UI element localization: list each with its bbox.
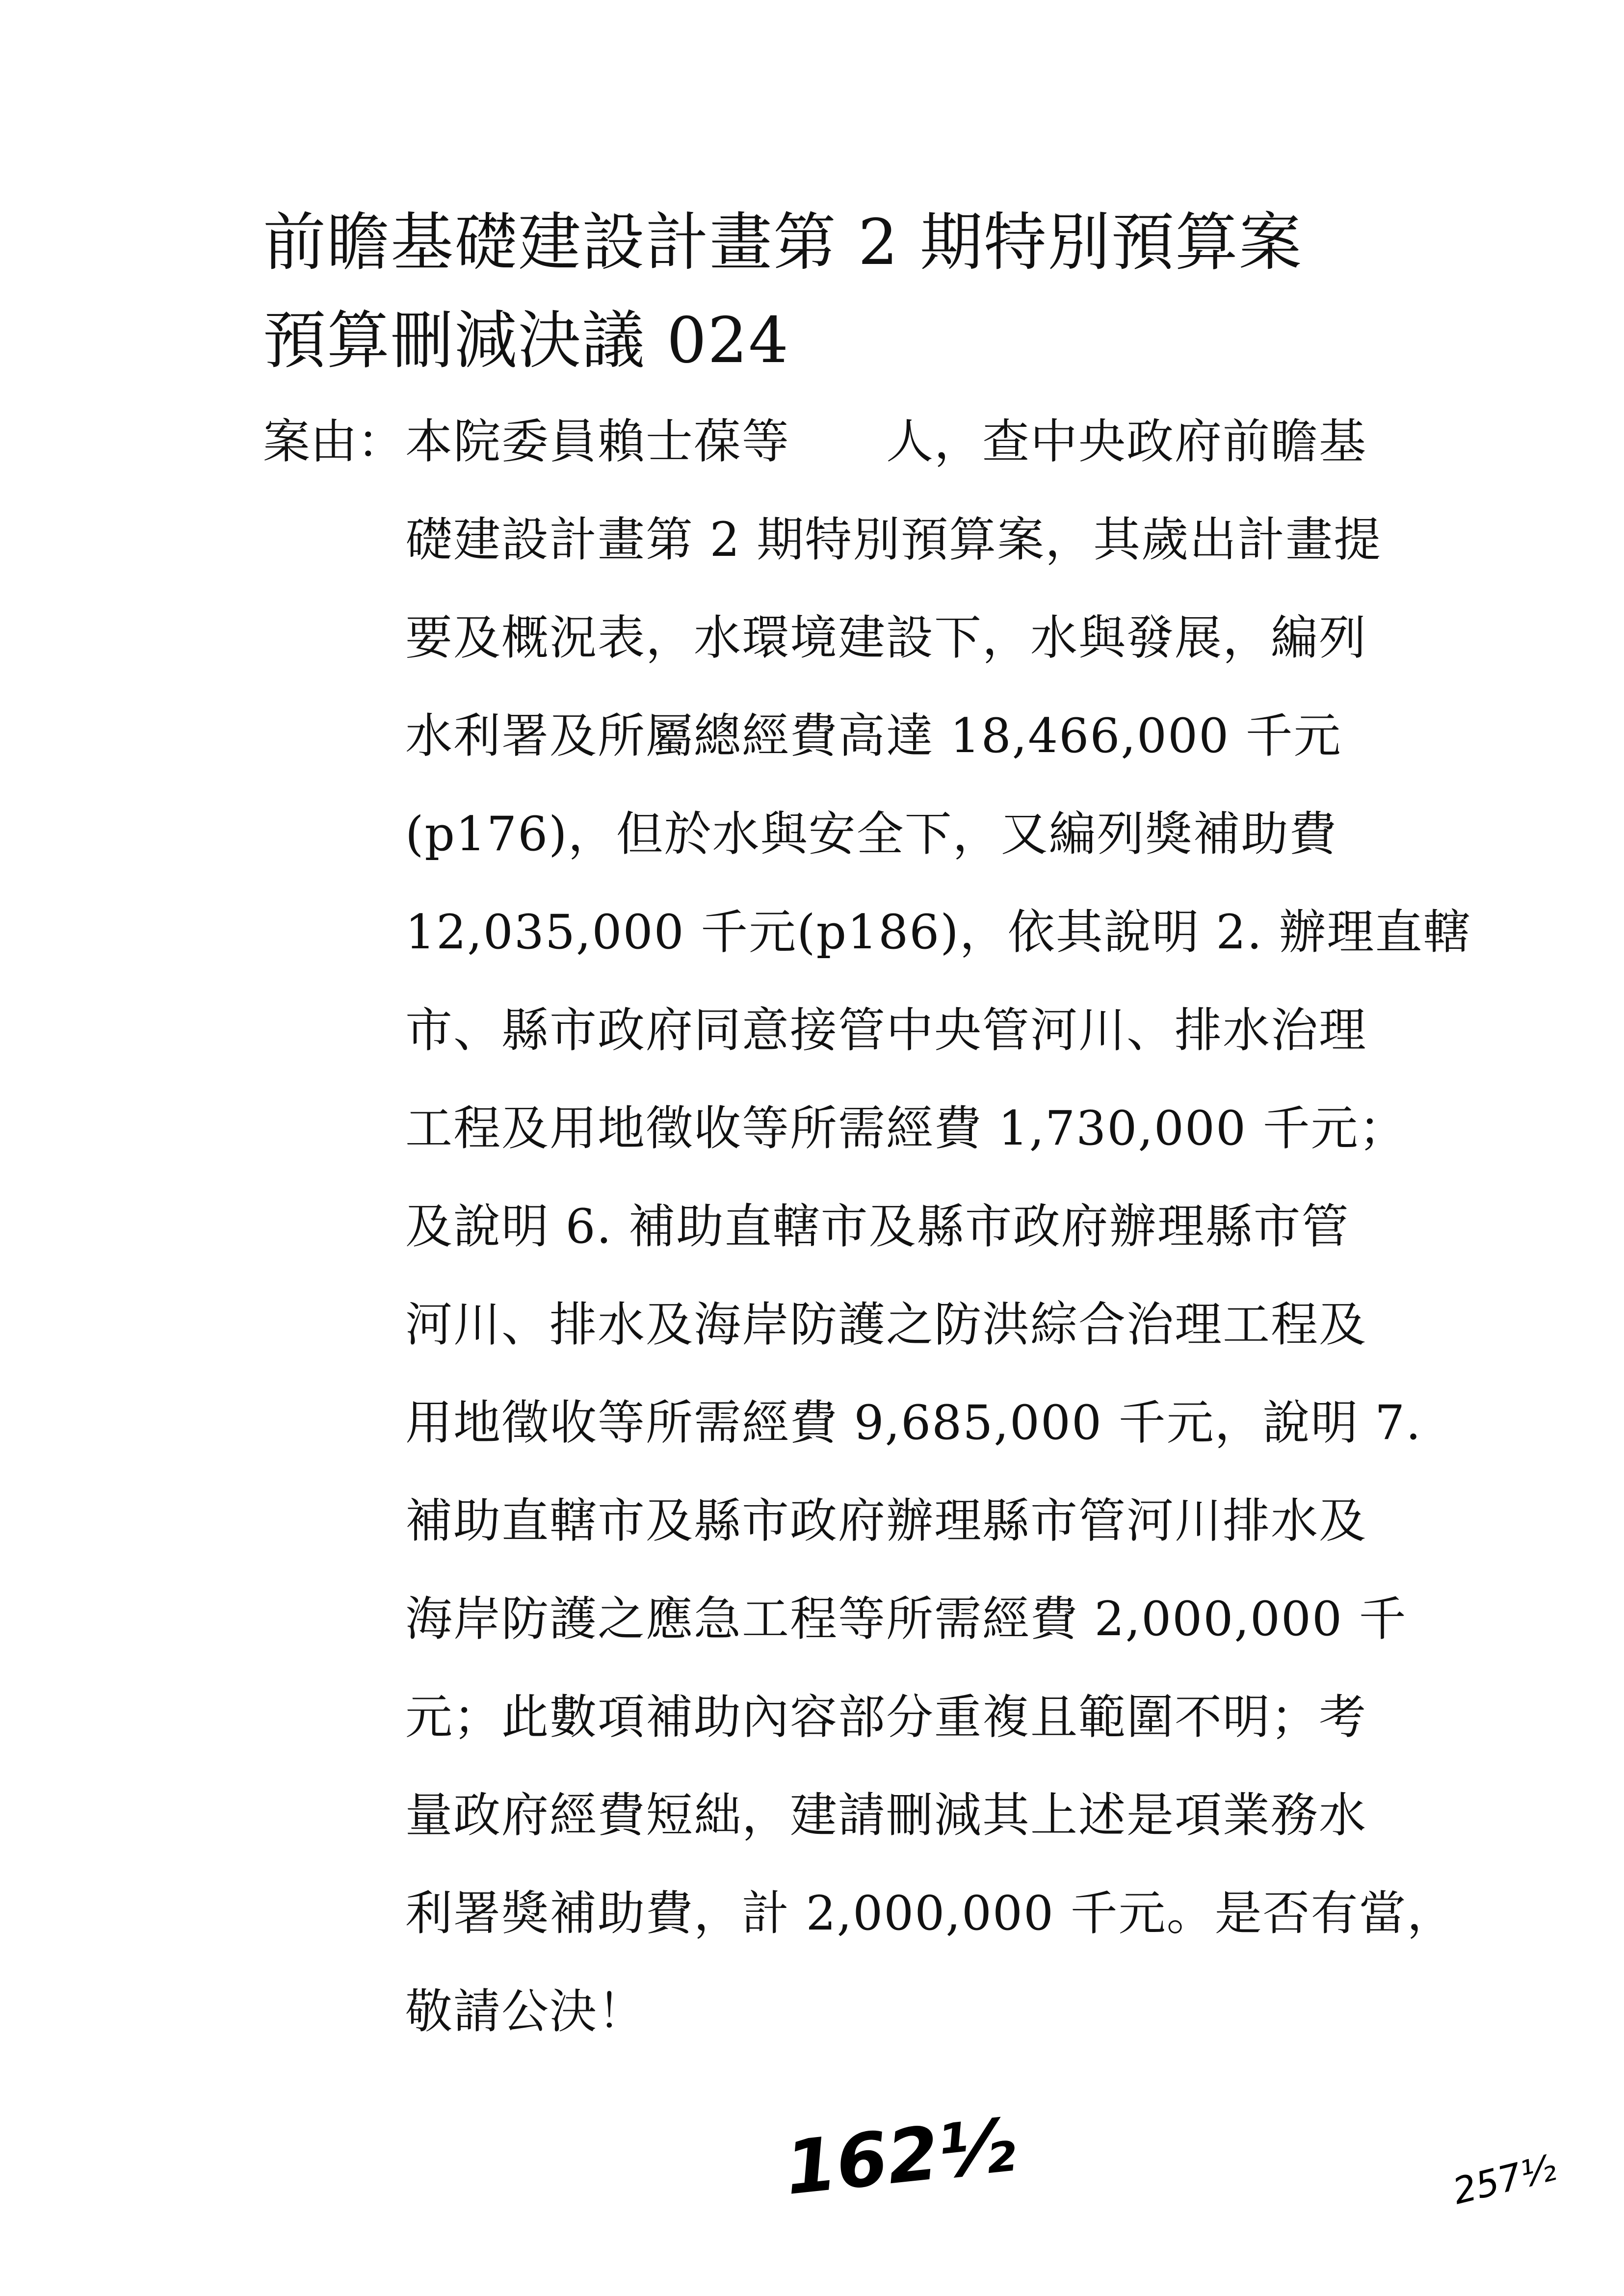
- document-title: [263, 194, 1441, 390]
- motion-line-12: 補助直轄市及縣市政府辦理縣市管河川排水及: [405, 1493, 1367, 1548]
- motion-line-13: 海岸防護之應急工程等所需經費 2,000,000 千: [405, 1592, 1407, 1646]
- title-line-1: 前瞻基礎建設計畫第 2 期特別預算案: [263, 206, 1303, 279]
- motion-line-8: 工程及用地徵收等所需經費 1,730,000 千元；: [405, 1101, 1407, 1156]
- motion-line-14: 元；此數項補助內容部分重複且範圍不明；考: [405, 1690, 1367, 1745]
- motion-label: 案由：: [263, 414, 404, 469]
- motion-line-4: 水利署及所屬總經費高達 18,466,000 千元: [405, 708, 1342, 763]
- handwritten-page-number: 162½: [781, 2102, 1019, 2212]
- motion-line-6: 12,035,000 千元(p186)，依其說明 2. 辦理直轄: [405, 905, 1471, 960]
- title-line-2: 預算刪減決議 024: [263, 304, 790, 377]
- motion-line-15: 量政府經費短絀，建請刪減其上述是項業務水: [405, 1788, 1367, 1843]
- motion-line-7: 市、縣市政府同意接管中央管河川、排水治理: [405, 1003, 1367, 1058]
- motion-line-16: 利署獎補助費，計 2,000,000 千元。是否有當，: [405, 1886, 1455, 1941]
- motion-line-1: 本院委員賴士葆等 人，查中央政府前瞻基: [405, 414, 1367, 469]
- motion-line-9: 及說明 6. 補助直轄市及縣市政府辦理縣市管: [405, 1199, 1350, 1254]
- motion-line-10: 河川、排水及海岸防護之防洪綜合治理工程及: [405, 1297, 1367, 1352]
- handwritten-corner-mark: 257½: [1448, 2146, 1561, 2213]
- motion-line-2: 礎建設計畫第 2 期特別預算案，其歲出計畫提: [405, 512, 1382, 567]
- motion-line-11: 用地徵收等所需經費 9,685,000 千元，說明 7.: [405, 1395, 1422, 1450]
- motion-line-17: 敬請公決！: [405, 1984, 646, 2039]
- motion-line-5: (p176)，但於水與安全下，又編列獎補助費: [405, 807, 1337, 861]
- motion-line-3: 要及概況表，水環境建設下，水與發展，編列: [405, 610, 1367, 665]
